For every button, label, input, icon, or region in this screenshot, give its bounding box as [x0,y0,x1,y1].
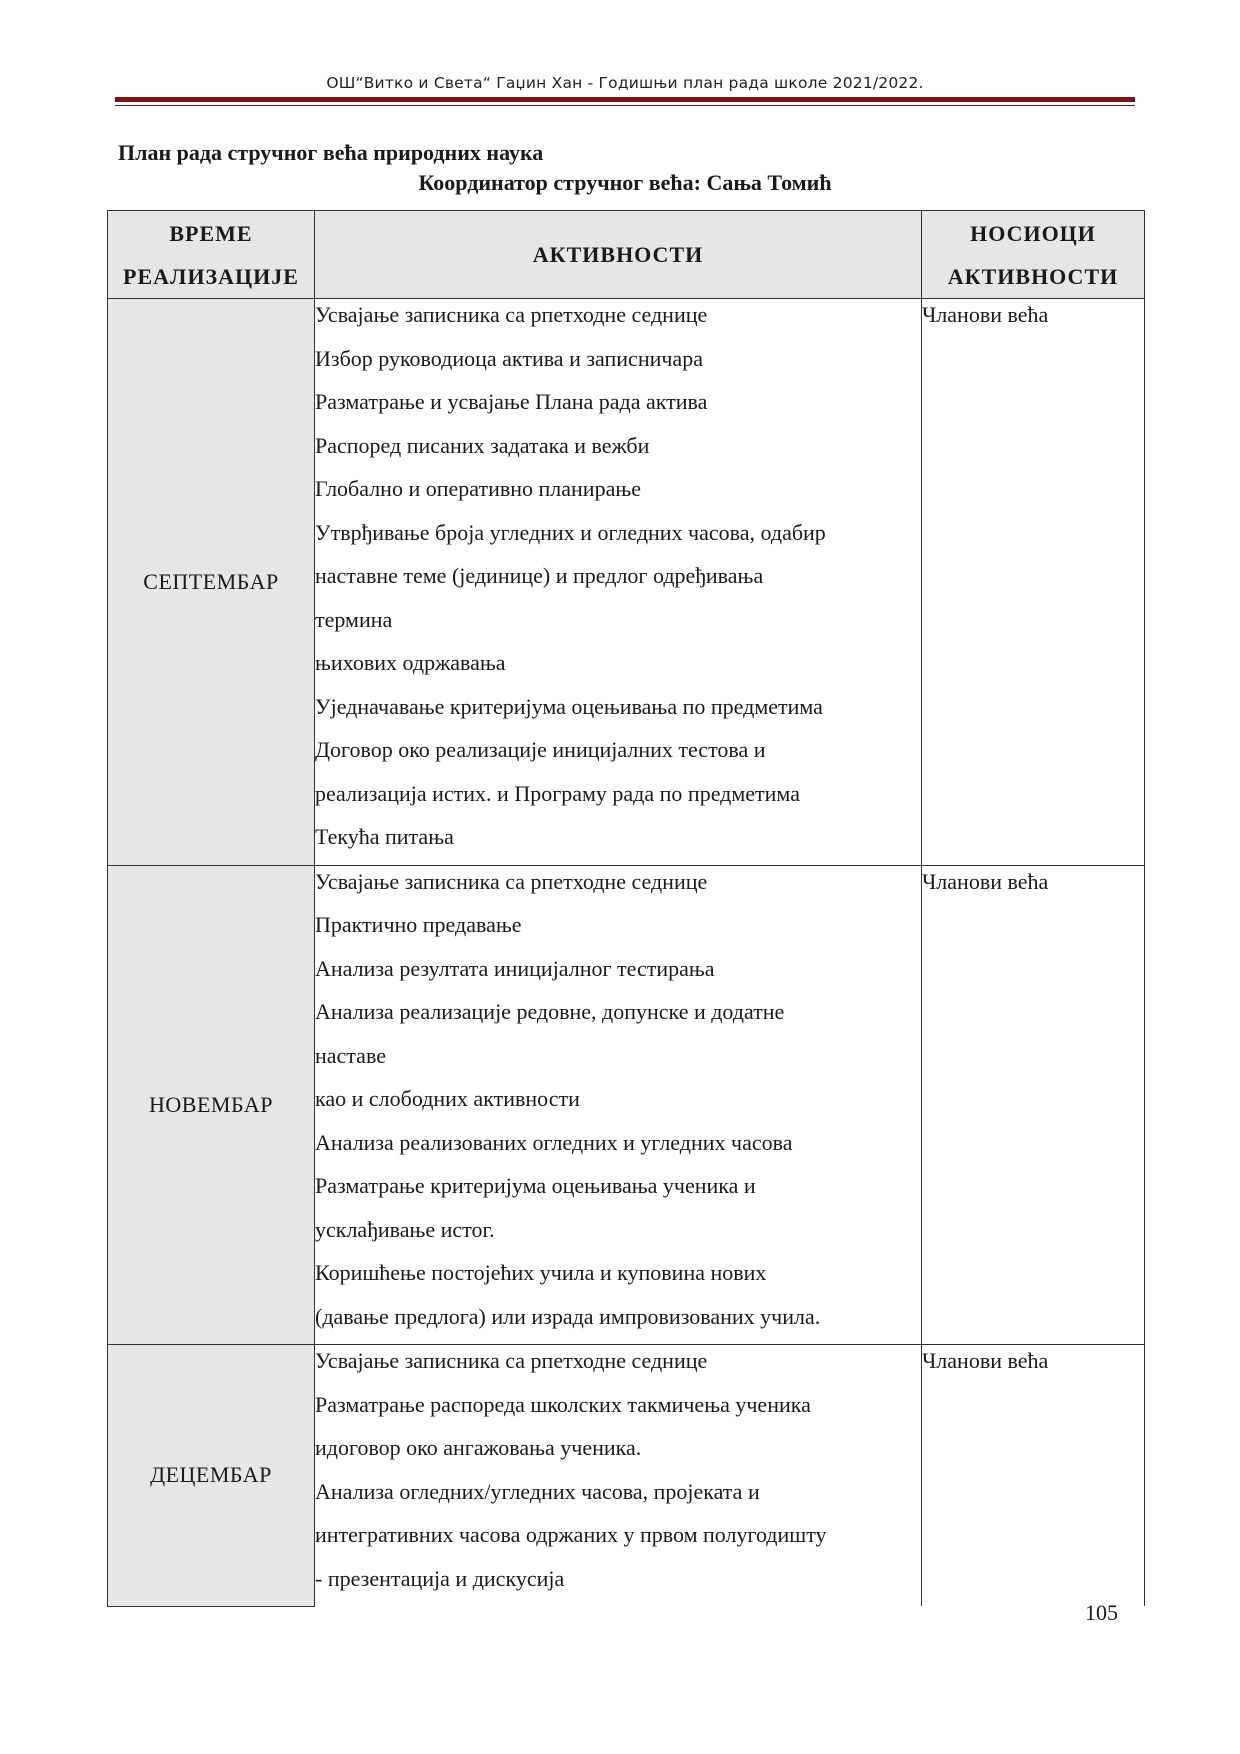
carriers-cell: Чланови већа [922,865,1145,1345]
activity-line: Усвајање записника са рпетходне седнице [315,302,708,327]
plan-title: План рада стручног већа природних наука [118,140,544,165]
activity-line: Практично предавање [315,912,522,937]
header-time [108,211,315,299]
header-rule-thin [115,105,1135,106]
activity-line: Глобално и оперативно планирање [315,476,642,501]
activities-cell [315,1345,922,1607]
carriers-cell: Чланови већа [922,299,1145,866]
activity-line: Уједначавање критеријума оцењивања по предметима [315,693,823,719]
activity-line: усклађивање истог. [315,1216,495,1242]
header-activities: АКТИВНОСТИ [315,211,922,299]
table-body [108,299,1145,1607]
header-time-line1: ВРЕМЕ [169,220,253,246]
header-carriers-line1: НОСИОЦИ [970,220,1096,246]
table-row [108,1345,1145,1607]
activity-line: Разматрање распореда школских такмичења ученика [315,1391,811,1417]
activity-line: - презентација и дискусија [315,1565,565,1591]
activity-line: термина [315,606,393,632]
activity-line: Избор руководиоца актива и записничара [315,345,703,371]
activity-line: Разматрање и усвајање Плана рада актива [315,389,708,414]
activity-line: Анализа реализованих огледних и угледних часова [315,1129,793,1155]
activity-line: наставне теме (јединице) и предлог одређивања [315,563,764,588]
activity-line: Утврђивање броја угледних и огледних часова, одабир [315,519,826,545]
activity-line: Анализа огледних/угледних часова, пројеката и [315,1478,760,1504]
activity-line: (давање предлога) или израда импровизованих учила. [315,1303,821,1329]
activity-line: Анализа резултата иницијалног тестирања [315,955,715,981]
activities-cell [315,865,922,1345]
activity-line: Коришћење постојећих учила и куповина нових [315,1260,767,1285]
activity-line: Усвајање записника са рпетходне седнице [315,1348,708,1373]
activity-line: Разматрање критеријума оцењивања ученика и [315,1173,756,1198]
document-header: ОШ“Витко и Света“ Гаџин Хан - Годишњи план рада школе 2021/2022. [326,74,924,92]
activity-line: њихових одржавања [315,650,506,675]
activity-line: Распоред писаних задатака и вежби [315,432,650,458]
activity-line: Договор око реализације иницијалних тестова и [315,737,766,762]
activity-line: Усвајање записника са рпетходне седнице [315,868,708,894]
page-number: 105 [1085,1600,1118,1625]
activity-plan-table [107,210,1145,1607]
activity-line: као и слободних активности [315,1086,580,1111]
activity-line: идоговор око ангажовања ученика. [315,1435,642,1460]
month-cell: СЕПТЕМБАР [108,299,315,866]
activity-line: интегративних часова одржаних у првом полугодишту [315,1522,827,1547]
table-row [108,299,1145,866]
carriers-cell: Чланови већа [922,1345,1145,1607]
activity-line: реализација истих. и Програму рада по предметима [315,780,800,806]
month-cell: НОВЕМБАР [108,865,315,1345]
activities-cell [315,299,922,866]
header-carriers-line2: АКТИВНОСТИ [947,263,1119,289]
activity-line: Текућа питања [315,824,454,849]
activity-line: наставе [315,1042,386,1068]
header-rule [115,97,1135,102]
table-header-row [108,211,1145,299]
coordinator-line: Координатор стручног већа: Сања Томић [418,170,832,195]
activity-line: Анализа реализације редовне, допунске и додатне [315,999,785,1024]
month-cell: ДЕЦЕМБАР [108,1345,315,1607]
header-carriers [922,211,1145,299]
table-row [108,865,1145,1345]
header-time-line2: РЕАЛИЗАЦИЈЕ [123,263,299,289]
